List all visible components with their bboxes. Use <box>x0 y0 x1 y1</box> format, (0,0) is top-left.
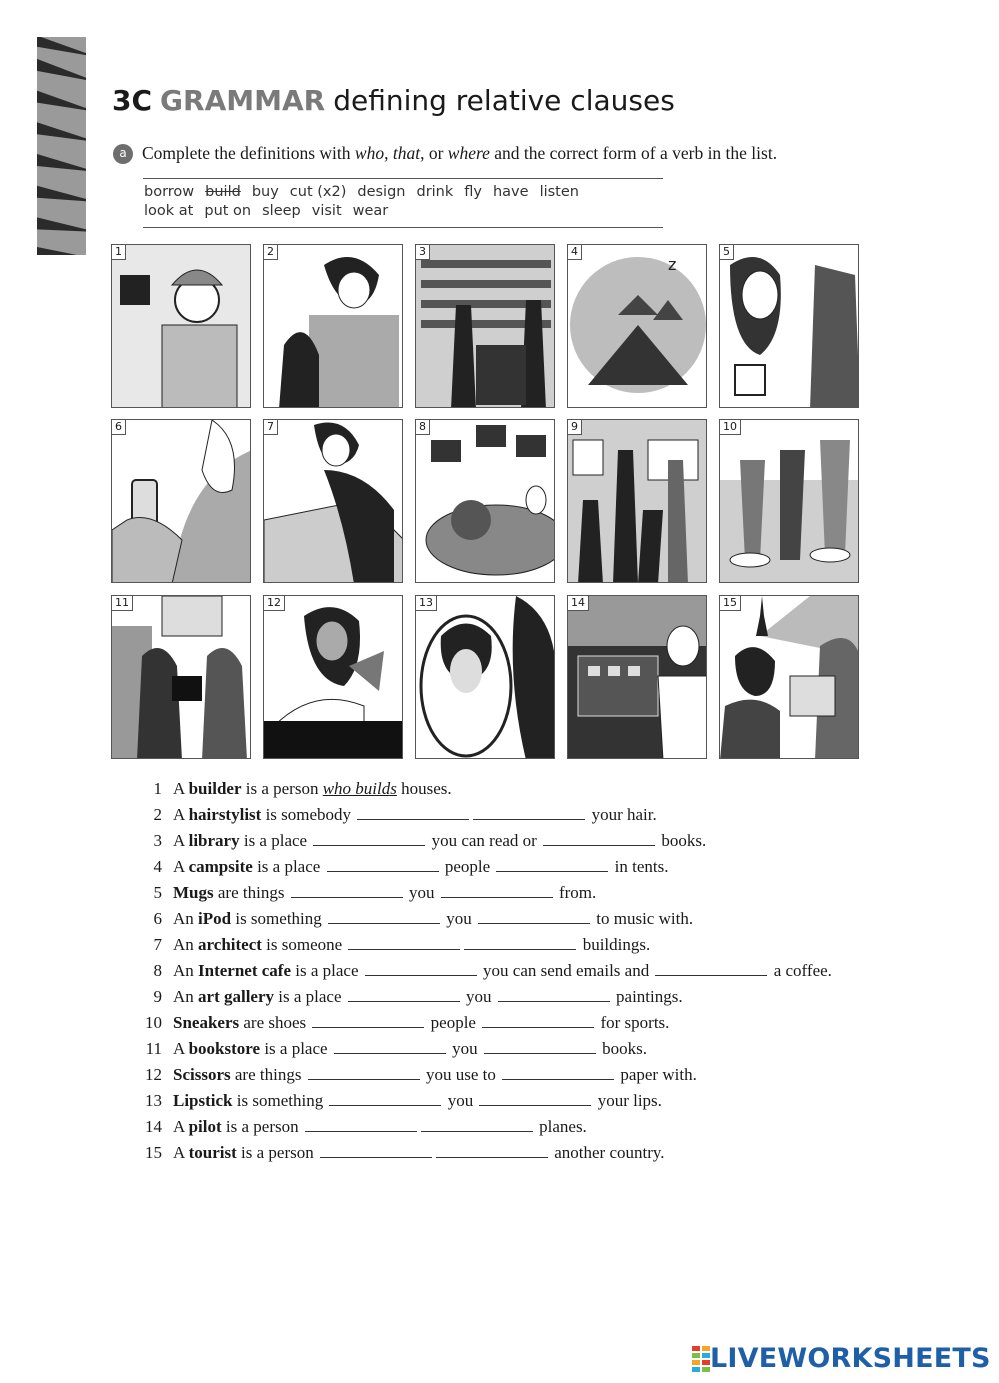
sentence-row <box>140 1090 832 1116</box>
word-list-item: design <box>357 184 406 200</box>
sentence-number: 4 <box>153 857 162 876</box>
defined-word: Mugs <box>173 883 214 902</box>
svg-text:z: z <box>668 255 677 274</box>
answer-blank[interactable] <box>482 1013 594 1028</box>
defined-word: tourist <box>188 1143 237 1162</box>
sentence-row <box>140 804 832 830</box>
picture-panel <box>263 419 403 583</box>
sentence-text: another country. <box>549 1143 665 1162</box>
defined-word: iPod <box>198 909 232 928</box>
sentence-text: are things <box>213 883 289 902</box>
liveworksheets-logo <box>692 1343 991 1374</box>
instruction-text: Complete the definitions with who, that, or where and the correct form of a verb in the list. <box>142 143 778 163</box>
defined-word: builder <box>188 779 242 798</box>
page-title <box>112 84 675 117</box>
answer-blank[interactable] <box>473 805 585 820</box>
sentence-row <box>140 1142 832 1168</box>
sentence-number: 5 <box>153 883 162 902</box>
sentence-text: is somebody <box>261 805 356 824</box>
example-answer: who builds <box>322 779 397 798</box>
answer-blank[interactable] <box>312 1013 424 1028</box>
answer-blank[interactable] <box>305 1117 417 1132</box>
sentence-row <box>140 1012 832 1038</box>
sentence-text: books. <box>597 1039 647 1058</box>
liveworksheets-grid-icon <box>692 1346 710 1372</box>
answer-blank[interactable] <box>329 1091 441 1106</box>
sentence-text: you <box>443 1091 478 1110</box>
defined-word: hairstylist <box>188 805 262 824</box>
sentence-row <box>140 986 832 1012</box>
word-list-row <box>144 203 399 219</box>
sentence-row <box>140 830 832 856</box>
picture-number: 10 <box>720 420 741 435</box>
sentence-text: you <box>404 883 439 902</box>
sentence-text: is a place <box>252 857 325 876</box>
illustration-image <box>416 245 555 408</box>
sentence-number: 14 <box>145 1117 162 1136</box>
illustration-image <box>112 245 251 408</box>
sentence-text: is a place <box>239 831 312 850</box>
answer-blank[interactable] <box>348 935 460 950</box>
picture-panel <box>111 244 251 408</box>
defined-word: art gallery <box>198 987 275 1006</box>
sentence-number: 1 <box>153 779 162 798</box>
section-label: GRAMMAR <box>160 84 326 117</box>
sentence-text: are shoes <box>239 1013 311 1032</box>
answer-blank[interactable] <box>543 831 655 846</box>
sentence-row <box>140 1064 832 1090</box>
sentence-text: a coffee. <box>769 961 832 980</box>
picture-number: 15 <box>720 596 741 611</box>
sentence-text: you can send emails and <box>478 961 654 980</box>
sentence-number: 2 <box>153 805 162 824</box>
sentence-text: is a person <box>221 1117 303 1136</box>
sentence-text: people <box>440 857 495 876</box>
word-list-box <box>143 178 663 228</box>
sentence-number: 10 <box>145 1013 162 1032</box>
word-list-item: have <box>492 184 529 200</box>
answer-blank[interactable] <box>496 857 608 872</box>
picture-number: 1 <box>112 245 126 260</box>
sentence-number: 12 <box>145 1065 162 1084</box>
answer-blank[interactable] <box>464 935 576 950</box>
sentence-text: paintings. <box>611 987 683 1006</box>
sunburst-decoration <box>37 37 86 255</box>
answer-blank[interactable] <box>441 883 553 898</box>
word-list-item: visit <box>311 203 342 219</box>
illustration-image <box>112 596 251 759</box>
illustration-image <box>568 420 707 583</box>
sentence-number: 9 <box>153 987 162 1006</box>
picture-number: 11 <box>112 596 133 611</box>
sentence-text: paper with. <box>616 1065 697 1084</box>
sentence-text: you <box>442 909 477 928</box>
sentence-text: people <box>426 1013 481 1032</box>
illustration-image <box>112 420 251 583</box>
picture-number: 12 <box>264 596 285 611</box>
exercise-instruction <box>113 143 777 164</box>
picture-number: 9 <box>568 420 582 435</box>
picture-number: 3 <box>416 245 430 260</box>
sentence-text: your hair. <box>587 805 657 824</box>
word-list-item: cut (x2) <box>289 184 347 200</box>
sentence-text: A <box>173 805 189 824</box>
sentence-row <box>140 1038 832 1064</box>
sentence-text: is a place <box>291 961 363 980</box>
sentence-text: is a place <box>260 1039 332 1058</box>
sentence-text: A <box>173 779 189 798</box>
answer-blank[interactable] <box>498 987 610 1002</box>
picture-panel <box>719 244 859 408</box>
picture-panel <box>567 419 707 583</box>
unit-number: 3C <box>112 84 153 117</box>
illustration-image <box>720 420 859 583</box>
sentence-text: A <box>173 1039 189 1058</box>
sentence-number: 8 <box>153 961 162 980</box>
picture-number: 4 <box>568 245 582 260</box>
sentence-text: is a place <box>274 987 346 1006</box>
sentence-text: is something <box>232 1091 328 1110</box>
picture-panel <box>415 244 555 408</box>
answer-blank[interactable] <box>313 831 425 846</box>
sentence-number: 6 <box>153 909 162 928</box>
word-list-item: look at <box>144 203 194 219</box>
word-list-row <box>144 184 590 200</box>
defined-word: campsite <box>188 857 253 876</box>
sentence-text: you <box>461 987 496 1006</box>
answer-blank[interactable] <box>436 1143 548 1158</box>
defined-word: bookstore <box>188 1039 261 1058</box>
picture-number: 7 <box>264 420 278 435</box>
sentence-text: A <box>173 857 189 876</box>
answer-blank[interactable] <box>320 1143 432 1158</box>
picture-panel <box>263 244 403 408</box>
illustration-image <box>264 596 403 759</box>
sentence-row <box>140 1116 832 1142</box>
defined-word: Sneakers <box>173 1013 240 1032</box>
sentence-text: A <box>173 1143 189 1162</box>
answer-blank[interactable] <box>291 883 403 898</box>
answer-blank[interactable] <box>655 961 767 976</box>
sentence-text: A <box>173 1117 189 1136</box>
sentence-text: your lips. <box>593 1091 662 1110</box>
answer-blank[interactable] <box>327 857 439 872</box>
sentence-text: planes. <box>534 1117 587 1136</box>
illustration-image <box>264 420 403 583</box>
sentence-row <box>140 908 832 934</box>
answer-blank[interactable] <box>421 1117 533 1132</box>
sentence-text: An <box>173 961 199 980</box>
sentence-row <box>140 882 832 908</box>
picture-panel <box>111 595 251 759</box>
sentence-text: are things <box>230 1065 306 1084</box>
sentence-text: books. <box>657 831 707 850</box>
sentence-text: for sports. <box>596 1013 670 1032</box>
answer-blank[interactable] <box>502 1065 614 1080</box>
answer-blank[interactable] <box>357 805 469 820</box>
sentence-row <box>140 778 832 804</box>
sentence-text: An <box>173 909 199 928</box>
sentence-text: in tents. <box>610 857 669 876</box>
defined-word: pilot <box>188 1117 222 1136</box>
picture-panel <box>415 419 555 583</box>
sentence-text: to music with. <box>592 909 694 928</box>
defined-word: Lipstick <box>173 1091 233 1110</box>
picture-number: 2 <box>264 245 278 260</box>
sentence-text: is something <box>231 909 327 928</box>
sentence-row <box>140 856 832 882</box>
sentence-text: you <box>447 1039 482 1058</box>
sentence-text: A <box>173 831 189 850</box>
logo-text: LIVEWORKSHEETS <box>710 1343 991 1374</box>
illustration-image <box>568 596 707 759</box>
word-list-item: fly <box>464 184 482 200</box>
word-list-item: drink <box>416 184 454 200</box>
answer-blank[interactable] <box>308 1065 420 1080</box>
illustration-image <box>568 245 707 408</box>
sentence-text: you use to <box>421 1065 501 1084</box>
word-list-item: build <box>205 184 241 200</box>
sentence-number: 3 <box>153 831 162 850</box>
sentence-number: 15 <box>145 1143 162 1162</box>
word-list-item: put on <box>204 203 252 219</box>
defined-word: Internet cafe <box>198 961 292 980</box>
defined-word: library <box>188 831 240 850</box>
answer-blank[interactable] <box>334 1039 446 1054</box>
sentence-text: you can read or <box>427 831 542 850</box>
sentence-list <box>140 778 832 1168</box>
picture-panel <box>719 419 859 583</box>
answer-blank[interactable] <box>478 909 590 924</box>
sentence-text: An <box>173 987 199 1006</box>
exercise-badge: a <box>113 144 133 164</box>
picture-number: 13 <box>416 596 437 611</box>
defined-word: Scissors <box>173 1065 231 1084</box>
sentence-text: houses. <box>396 779 452 798</box>
sentence-row <box>140 960 832 986</box>
topic-label: defining relative clauses <box>333 84 675 117</box>
illustration-image <box>720 596 859 759</box>
sentence-text: from. <box>554 883 597 902</box>
word-list-item: listen <box>539 184 579 200</box>
word-list-item: wear <box>352 203 389 219</box>
word-list-item: sleep <box>262 203 301 219</box>
sentence-text: An <box>173 935 199 954</box>
picture-number: 5 <box>720 245 734 260</box>
sentence-number: 11 <box>145 1039 162 1058</box>
word-list-item: buy <box>251 184 279 200</box>
sentence-text: is someone <box>261 935 347 954</box>
picture-panel <box>415 595 555 759</box>
sentence-number: 7 <box>153 935 162 954</box>
picture-panel <box>567 244 707 408</box>
answer-blank[interactable] <box>348 987 460 1002</box>
picture-number: 8 <box>416 420 430 435</box>
picture-panel <box>263 595 403 759</box>
word-list-item: borrow <box>144 184 195 200</box>
picture-number: 6 <box>112 420 126 435</box>
illustration-image <box>416 596 555 759</box>
illustration-image <box>264 245 403 408</box>
sentence-text: buildings. <box>578 935 651 954</box>
answer-blank[interactable] <box>328 909 440 924</box>
answer-blank[interactable] <box>484 1039 596 1054</box>
sentence-row <box>140 934 832 960</box>
answer-blank[interactable] <box>365 961 477 976</box>
picture-number: 14 <box>568 596 589 611</box>
sentence-text: is a person <box>241 779 323 798</box>
answer-blank[interactable] <box>479 1091 591 1106</box>
picture-panel <box>719 595 859 759</box>
defined-word: architect <box>198 935 262 954</box>
illustration-image <box>720 245 859 408</box>
illustration-image <box>416 420 555 583</box>
sentence-text: is a person <box>236 1143 318 1162</box>
sentence-number: 13 <box>145 1091 162 1110</box>
picture-panel <box>567 595 707 759</box>
picture-panel <box>111 419 251 583</box>
